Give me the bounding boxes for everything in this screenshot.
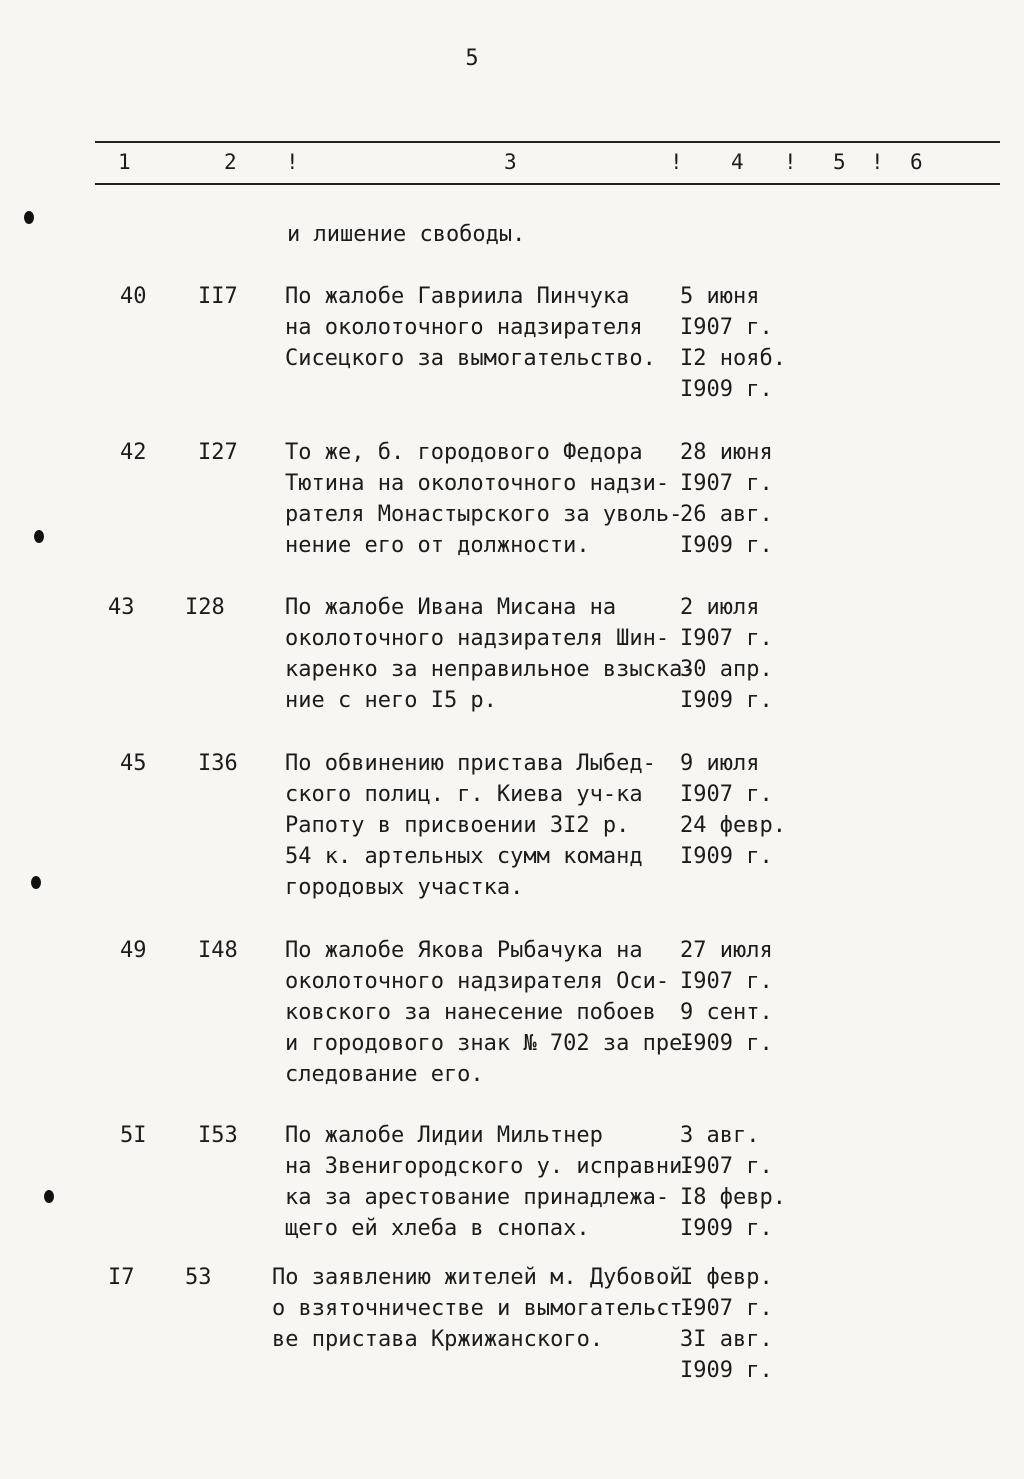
entry-description: По жалобе Лидии Мильтнер на Звенигородского у. исправни- ка за арестование принадлежа- щего ей хлеба в снопах. <box>285 1123 696 1241</box>
entry-col2: 53 <box>185 1265 212 1290</box>
binding-hole-mark <box>34 530 44 543</box>
header-separator: ! <box>670 150 683 174</box>
entry-col2: II7 <box>198 284 238 309</box>
binding-hole-mark <box>31 876 41 889</box>
binding-hole-mark <box>44 1190 54 1203</box>
header-col-4: 4 <box>731 150 744 174</box>
entry-description: По заявлению жителей м. Дубовой о взяточничестве и вымогательст- ве пристава Кржижанского. <box>272 1265 696 1352</box>
entry-col1: 40 <box>120 284 147 309</box>
header-col-3: 3 <box>504 150 517 174</box>
header-rule-bottom <box>95 183 1000 185</box>
entry-dates: 5 июня I907 г. I2 нояб. I909 г. <box>680 284 786 402</box>
entry-col1: I7 <box>108 1265 135 1290</box>
header-col-5: 5 <box>833 150 846 174</box>
entry-dates: 3 авг. I907 г. I8 февр. I909 г. <box>680 1123 786 1241</box>
header-separator: ! <box>286 150 299 174</box>
entry-col1: 49 <box>120 938 147 963</box>
entry-description: По жалобе Якова Рыбачука на околоточного надзирателя Оси- ковского за нанесение побоев и городового знак № 702 за пре- следование его. <box>285 938 696 1087</box>
entry-col1: 45 <box>120 751 147 776</box>
header-col-2: 2 <box>224 150 237 174</box>
entry-col2: I36 <box>198 751 238 776</box>
page-number: 5 <box>465 46 479 71</box>
entry-dates: 9 июля I907 г. 24 февр. I909 г. <box>680 751 786 869</box>
header-separator: ! <box>784 150 797 174</box>
entry-col1: 42 <box>120 440 147 465</box>
entry-dates: 27 июля I907 г. 9 сент. I909 г. <box>680 938 773 1056</box>
entry-col1: 5I <box>120 1123 147 1148</box>
entry-description: По жалобе Ивана Мисана на околоточного надзирателя Шин- каренко за неправильное взыска- ние с него I5 р. <box>285 595 696 713</box>
entry-description: То же, б. городового Федора Тютина на околоточного надзи- рателя Монастырского за уволь- нение его от должности. <box>285 440 683 558</box>
binding-hole-mark <box>24 211 34 224</box>
entry-col2: I53 <box>198 1123 238 1148</box>
entry-dates: 2 июля I907 г. 30 апр. I909 г. <box>680 595 773 713</box>
header-rule-top <box>95 141 1000 143</box>
entry-dates: 28 июня I907 г. 26 авг. I909 г. <box>680 440 773 558</box>
entry-col2: I28 <box>185 595 225 620</box>
entry-dates: I февр. I907 г. 3I авг. I909 г. <box>680 1265 773 1383</box>
header-col-6: 6 <box>910 150 923 174</box>
header-col-1: 1 <box>118 150 131 174</box>
entry-col2: I48 <box>198 938 238 963</box>
continuation-text: и лишение свободы. <box>287 222 526 247</box>
entry-col2: I27 <box>198 440 238 465</box>
header-separator: ! <box>871 150 884 174</box>
entry-col1: 43 <box>108 595 135 620</box>
entry-description: По жалобе Гавриила Пинчука на околоточного надзирателя Сисецкого за вымогательство. <box>285 284 656 371</box>
entry-description: По обвинению пристава Лыбед- ского полиц. г. Киева уч-ка Рапоту в присвоении 3I2 р. 54 к. артельных сумм команд городовых участка. <box>285 751 656 900</box>
